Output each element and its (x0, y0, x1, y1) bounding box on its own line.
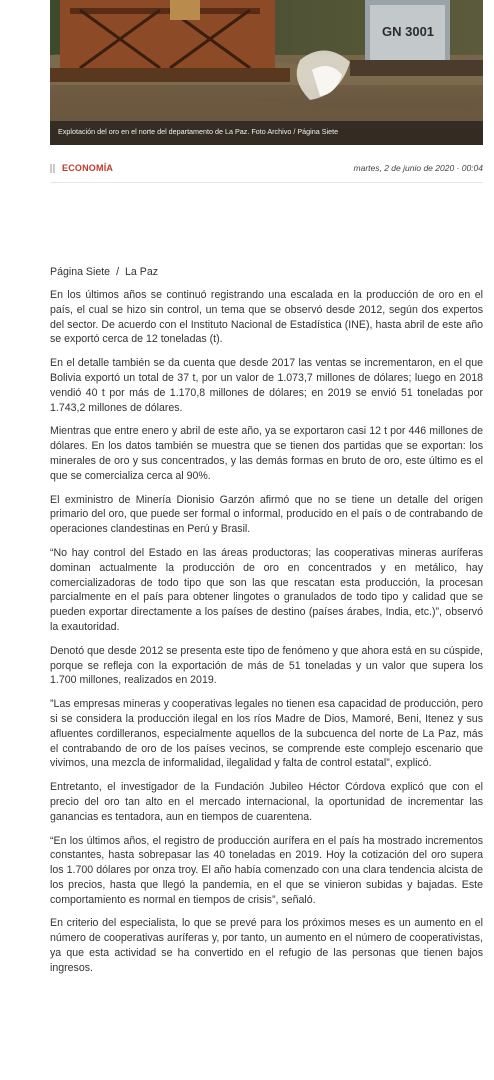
article-photo (50, 0, 483, 145)
article-source (50, 265, 483, 279)
meta-divider (50, 182, 483, 183)
article-paragraph: ”Las empresas mineras y cooperativas legales no tienen esa capacidad de producción, pero si se considera la producción ilegal en los ríos Madre de Dios, Mamoré, Beni, Itenez y sus afluentes cordilleranos, especialmente aquellos de la subcuenca del norte de La Paz, más el contrabando de oro de los países vecinos, se comprende este complejo escenario que vivimos, una mezcla de informalidad, ilegalidad y falta de control estatal”, explicó. (50, 698, 483, 770)
article-paragraph: El exministro de Minería Dionisio Garzón afirmó que no se tiene un detalle del origen primario del oro, que puede ser formal o informal, producido en el país o de contrabando de operaciones clandestinas en Perú y Brasil. (50, 493, 483, 536)
article-paragraph: Entretanto, el investigador de la Fundación Jubileo Héctor Córdova explicó que con el precio del oro tan alto en el mercado internacional, la oportunidad de incrementar las ganancias es tentadora, aun en tiempos de cuarentena. (50, 781, 483, 823)
article-paragraph: Mientras que entre enero y abril de este año, ya se exportaron casi 12 t por 446 millones de dólares. En los datos también se muestra que se tienen dos partidas que se exportan: los minerales de oro y sus concentrados, y las demás formas en bruto de oro, este último es el que se comercializa cerca al 90%. (50, 425, 483, 482)
section-label[interactable]: ECONOMÍA (62, 163, 114, 173)
article-paragraph: En los últimos años se continuó registrando una escalada en la producción de oro en el país, el cual se hizo sin control, un tema que se observó desde 2012, según dos expertos del sector. De acuerdo con el Instituto Nacional de Estadística (INE), hasta abril de este año se exportó cerca de 12 toneladas (t). (50, 289, 483, 346)
source-separator: / (116, 266, 120, 278)
section-bars-icon (50, 164, 57, 173)
publish-date: martes, 2 de junio de 2020 · 00:04 (353, 163, 483, 173)
article-paragraph: En el detalle también se da cuenta que desde 2017 las ventas se incrementaron, en el que Bolivia exportó un total de 37 t, por un valor de 1.073,7 millones de dólares; luego en 2018 vendió 40 t por más de 1.170,8 millones de dólares; en 2019 se envió 51 toneladas por 1.743,2 millones de dólares. (50, 357, 483, 414)
article-paragraph: “No hay control del Estado en las áreas productoras; las cooperativas mineras auríferas dominan actualmente la producción de oro en concentrados y en metálico, hay comercializadoras de todo tipo que son las que rescatan esta producción, la procesan parcialmente en el país para obtener lingotes o granulados de todo tipo y calidad que se pueden exportar directamente a los países de destino (países árabes, India, etc.)”, observó la exautoridad. (50, 546, 483, 633)
source-city: La Paz (125, 266, 159, 278)
photo-caption-bar (50, 121, 483, 145)
article-paragraph: “En los últimos años, el registro de producción aurífera en el país ha mostrado incrementos constantes, hasta sobrepasar las 40 toneladas en 2019. Hoy la cotización del oro supera los 1.700 dólares por onza troy. El año había comenzado con una clara tendencia alcista de los precios, hasta que llegó la pandemia, en el que se vinieron subidas y bajadas. Este comportamiento es normal en tiempos de crisis”, señaló. (50, 834, 483, 906)
dredge-sign-text: GN 3001 (382, 24, 435, 39)
article-meta (50, 162, 483, 176)
article-body (50, 265, 483, 985)
photo-caption: Explotación del oro en el norte del departamento de La Paz. Foto Archivo / Página Siete (58, 127, 339, 136)
source-paper: Página Siete (50, 266, 111, 278)
article-paragraph: Denotó que desde 2012 se presenta este tipo de fenómeno y que ahora está en su cúspide, porque se refleja con la exportación de más de 51 toneladas y un valor que supera los 1.700 millones, realizados en 2019. (50, 644, 483, 687)
article-paragraph: En criterio del especialista, lo que se prevé para los próximos meses es un aumento en el número de cooperativas auríferas y, por tanto, un aumento en el número de cooperativistas, ya que esta actividad se ha convertido en el refugio de las personas que tienen bajos ingresos. (50, 917, 483, 974)
